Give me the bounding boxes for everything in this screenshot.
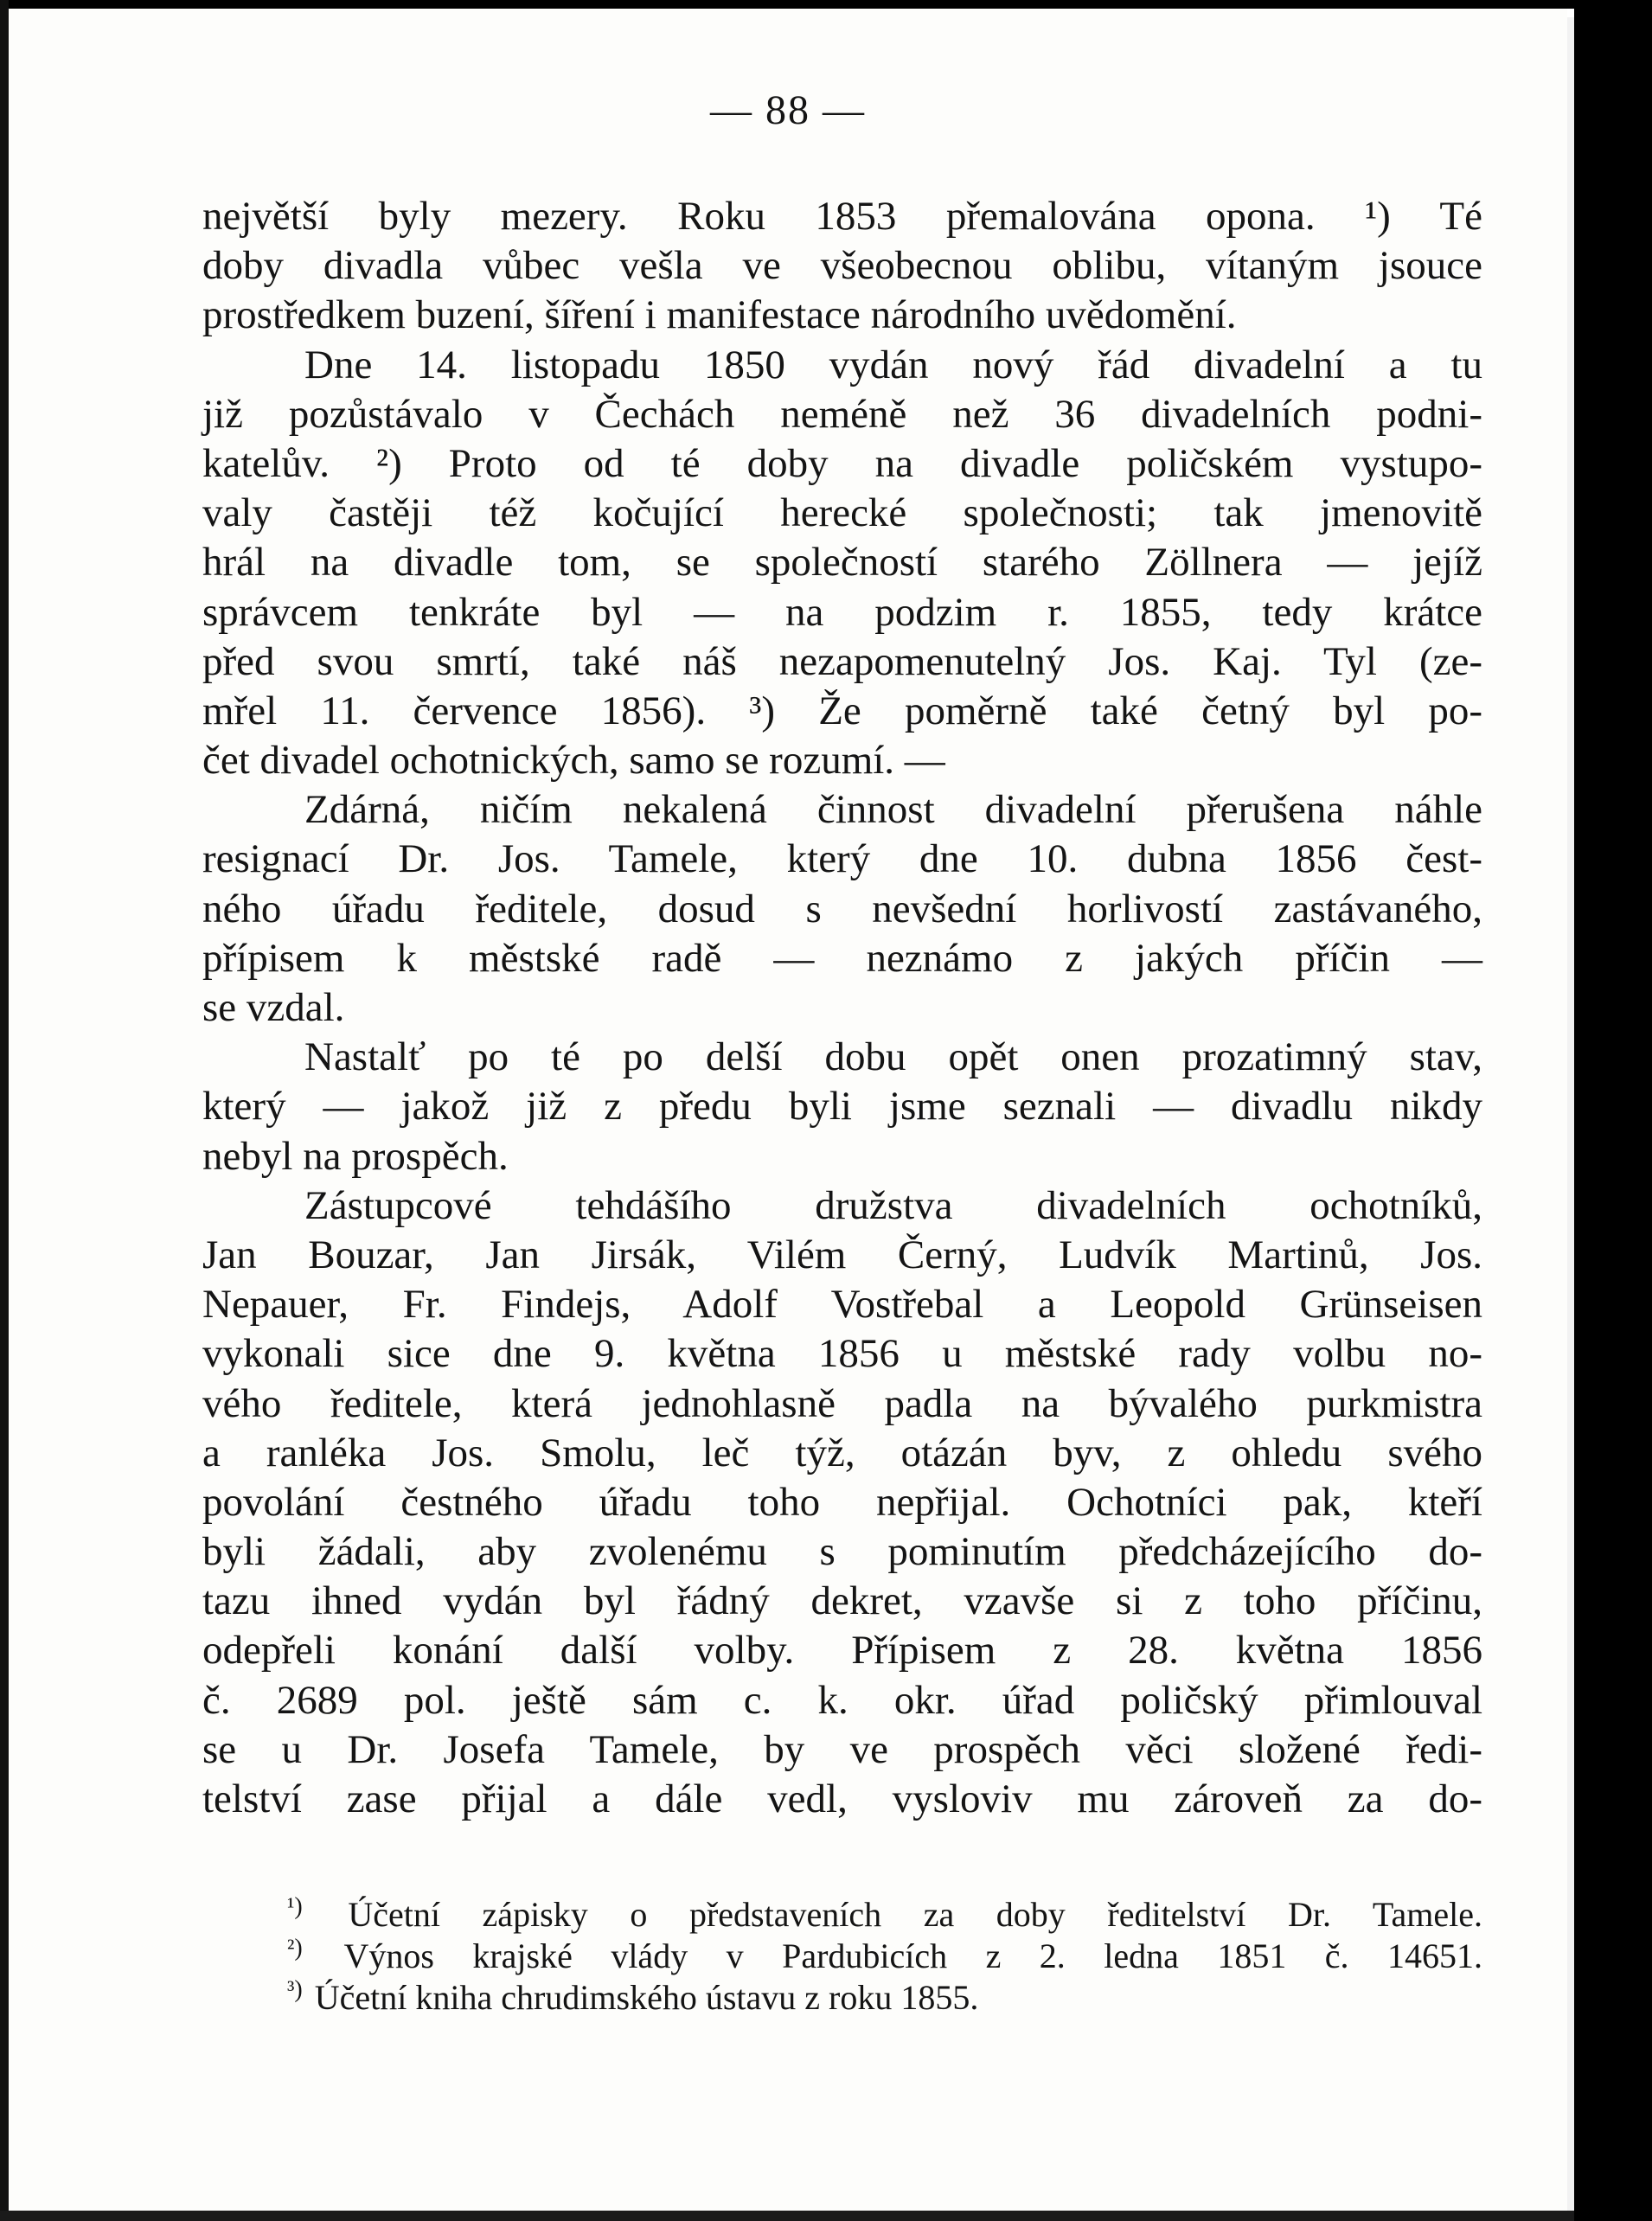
- text-line: a ranléka Jos. Smolu, leč týž, otázán byv, z ohledu svého: [202, 1430, 1482, 1475]
- text-line: č. 2689 pol. ještě sám c. k. okr. úřad poličský přimlouval: [202, 1677, 1482, 1723]
- text-line: Dne 14. listopadu 1850 vydán nový řád divadelní a tu: [304, 342, 1482, 387]
- text-line: tazu ihned vydán byl řádný dekret, vzavše si z toho příčinu,: [202, 1578, 1482, 1624]
- text-line: telství zase přijal a dále vedl, vysloviv mu zároveň za do-: [202, 1776, 1482, 1821]
- text-line: již pozůstávalo v Čechách neméně než 36 divadelních podni-: [202, 391, 1482, 437]
- footnote-1: [287, 1894, 1482, 1936]
- text-line: před svou smrtí, také náš nezapomenutelný Jos. Kaj. Tyl (ze-: [202, 638, 1482, 684]
- scan-border-top: [0, 0, 1652, 9]
- text-line: valy častěji též kočující herecké společnosti; tak jmenovitě: [202, 490, 1482, 536]
- footnote-3: [287, 1977, 1482, 2019]
- text-line: se u Dr. Josefa Tamele, by ve prospěch věci složené ředi-: [202, 1726, 1482, 1772]
- text-line: povolání čestného úřadu toho nepřijal. Ochotníci pak, kteří: [202, 1479, 1482, 1525]
- text-line: nebyl na prospěch.: [202, 1133, 509, 1179]
- text-line: čet divadel ochotnických, samo se rozumí. —: [202, 738, 945, 784]
- footnote-mark: ²): [287, 1935, 303, 1962]
- page-number: — 88 —: [710, 87, 866, 133]
- scan-border-bottom: [0, 2211, 1574, 2221]
- text-line: Nastalť po té po delší dobu opět onen prozatimný stav,: [304, 1034, 1482, 1080]
- text-line: Zástupcové tehdášího družstva divadelních ochotníků,: [304, 1182, 1482, 1228]
- footnote-mark: ³): [287, 1976, 303, 2003]
- text-line: resignací Dr. Jos. Tamele, který dne 10. dubna 1856 čest-: [202, 836, 1482, 882]
- footnote-2: [287, 1936, 1482, 1977]
- text-line: doby divadla vůbec vešla ve všeobecnou oblibu, vítaným jsouce: [202, 243, 1482, 289]
- footnote-text: Účetní zápisky o představeních za doby ředitelství Dr. Tamele.: [348, 1895, 1483, 1934]
- text-line: ného úřadu ředitele, dosud s nevšední horlivostí zastávaného,: [202, 886, 1482, 931]
- text-line: Jan Bouzar, Jan Jirsák, Vilém Černý, Ludvík Martinů, Jos.: [202, 1232, 1482, 1277]
- text-line: odepřeli konání další volby. Přípisem z 28. května 1856: [202, 1628, 1482, 1674]
- footnote-text: Výnos krajské vlády v Pardubicích z 2. ledna 1851 č. 14651.: [343, 1936, 1482, 1975]
- text-line: prostředkem buzení, šíření i manifestace národního uvědomění.: [202, 292, 1237, 338]
- text-line: Zdárná, ničím nekalená činnost divadelní přerušena náhle: [304, 787, 1482, 833]
- scan-border-right: [1574, 0, 1652, 2221]
- text-line: který — jakož již z předu byli jsme seznali — divadlu nikdy: [202, 1084, 1482, 1130]
- text-line: správcem tenkráte byl — na podzim r. 1855, tedy krátce: [202, 589, 1482, 635]
- text-line: se vzdal.: [202, 985, 345, 1030]
- text-line: Nepauer, Fr. Findejs, Adolf Vostřebal a Leopold Grünseisen: [202, 1282, 1482, 1328]
- text-line: byli žádali, aby zvolenému s pominutím předcházejícího do-: [202, 1529, 1482, 1575]
- footnote-text: Účetní kniha chrudimského ústavu z roku 1855.: [314, 1978, 979, 2017]
- text-line: největší byly mezery. Roku 1853 přemalována opona. ¹) Té: [202, 194, 1482, 239]
- text-line: hrál na divadle tom, se společností starého Zöllnera — jejíž: [202, 540, 1482, 586]
- text-line: mřel 11. července 1856). ³) Že poměrně také četný byl po-: [202, 688, 1482, 733]
- text-line: přípisem k městské radě — neznámo z jakých příčin —: [202, 935, 1482, 981]
- footnotes: [287, 1894, 1482, 2019]
- scan-page-edge: [1567, 17, 1574, 2214]
- book-page: [9, 9, 1567, 2211]
- text-line: katelův. ²) Proto od té doby na divadle poličském vystupo-: [202, 440, 1482, 486]
- text-line: vykonali sice dne 9. května 1856 u městské rady volbu no-: [202, 1331, 1482, 1377]
- scan-border-left: [0, 0, 9, 2221]
- text-line: vého ředitele, která jednohlasně padla na bývalého purkmistra: [202, 1380, 1482, 1426]
- footnote-mark: ¹): [287, 1893, 303, 1920]
- body-text: [202, 192, 1482, 1824]
